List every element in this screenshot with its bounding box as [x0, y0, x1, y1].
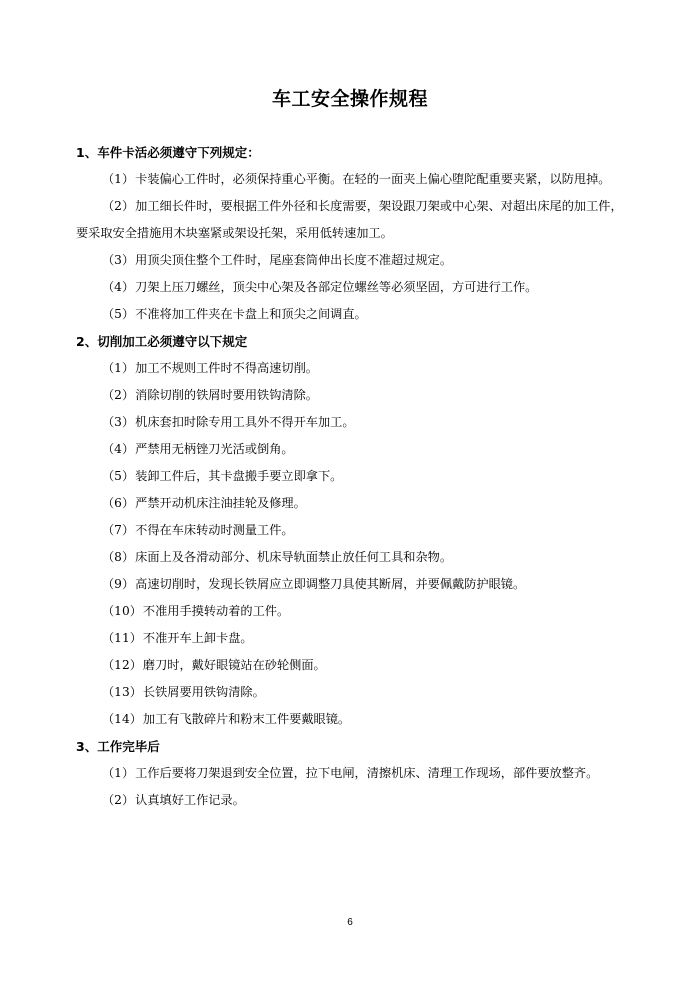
item-marker: （12）: [102, 658, 142, 672]
item-marker: （7）: [102, 523, 135, 537]
list-item: [76, 355, 632, 382]
section-3: [76, 733, 632, 814]
document-body: [76, 139, 632, 814]
section-heading: 2、切削加工必须遵守以下规定: [76, 334, 248, 349]
item-text: 卡装偏心工件时，必须保持重心平衡。在轻的一面夹上偏心堕陀配重要夹紧，以防甩掉。: [135, 172, 611, 186]
item-marker: （2）: [102, 388, 135, 402]
item-marker: （4）: [102, 280, 135, 294]
section-1: [76, 139, 632, 328]
item-marker: （4）: [102, 442, 135, 456]
item-marker: （1）: [102, 172, 135, 186]
item-marker: （5）: [102, 307, 135, 321]
item-marker: （13）: [102, 685, 142, 699]
list-item: [76, 166, 632, 193]
list-item: [76, 382, 632, 409]
list-item: [76, 274, 632, 301]
item-marker: （5）: [102, 469, 135, 483]
list-item: [76, 706, 632, 733]
list-item: [76, 652, 632, 679]
list-item: [76, 409, 632, 436]
item-text: 不准用手摸转动着的工件。: [142, 604, 290, 618]
page-number: 6: [347, 917, 353, 928]
item-text: 机床套扣时除专用工具外不得开车加工。: [135, 415, 355, 429]
item-marker: （8）: [102, 550, 135, 564]
item-text: 不准将加工件夹在卡盘上和顶尖之间调直。: [135, 307, 367, 321]
item-marker: （2）: [102, 199, 135, 213]
item-text: 消除切削的铁屑时要用铁钩清除。: [135, 388, 318, 402]
section-heading: 3、工作完毕后: [76, 739, 160, 754]
list-item: [76, 625, 632, 652]
list-item: [76, 679, 632, 706]
list-item: [76, 760, 632, 787]
list-item: [76, 517, 632, 544]
list-item: [76, 463, 632, 490]
item-marker: （2）: [102, 793, 135, 807]
list-item: [76, 598, 632, 625]
list-item: [76, 490, 632, 517]
list-item: [76, 436, 632, 463]
list-item: [76, 193, 632, 220]
item-text: 磨刀时，戴好眼镜站在砂轮侧面。: [142, 658, 326, 672]
item-marker: （1）: [102, 361, 135, 375]
section-2: [76, 328, 632, 733]
list-item: [76, 787, 632, 814]
item-text: 加工有飞散碎片和粉末工件要戴眼镜。: [142, 712, 351, 726]
page-title: 车工安全操作规程: [271, 88, 428, 110]
list-item: [76, 301, 632, 328]
item-marker: （6）: [102, 496, 135, 510]
item-text: 床面上及各滑动部分、机床导轨面禁止放任何工具和杂物。: [135, 550, 453, 564]
item-marker: （9）: [102, 577, 135, 591]
list-item: [76, 247, 632, 274]
item-text: 高速切削时，发现长铁屑应立即调整刀具使其断屑，并要佩戴防护眼镜。: [135, 577, 526, 591]
item-marker: （11）: [102, 631, 142, 645]
list-item: [76, 544, 632, 571]
item-marker: （1）: [102, 766, 135, 780]
item-text: 加工细长件时，要根据工件外径和长度需要，架设跟刀架或中心架、对超出床尾的加工件，: [135, 199, 623, 213]
item-text: 刀架上压刀螺丝，顶尖中心架及各部定位螺丝等必须坚固，方可进行工作。: [135, 280, 538, 294]
item-text: 长铁屑要用铁钩清除。: [142, 685, 265, 699]
item-text: 严禁用无柄锉刀光活或倒角。: [135, 442, 294, 456]
item-text: 严禁开动机床注油挂轮及修理。: [135, 496, 306, 510]
item-marker: （14）: [102, 712, 142, 726]
item-marker: （3）: [102, 415, 135, 429]
item-text: 工作后要将刀架退到安全位置，拉下电闸，清擦机床、清理工作现场，部件要放整齐。: [135, 766, 599, 780]
item-marker: （10）: [102, 604, 142, 618]
item-text: 认真填好工作记录。: [135, 793, 245, 807]
item-text: 不得在车床转动时测量工件。: [135, 523, 294, 537]
list-item: [76, 571, 632, 598]
item-marker: （3）: [102, 253, 135, 267]
item-text: 加工不规则工件时不得高速切削。: [135, 361, 318, 375]
list-item-continuation: 要采取安全措施用木块塞紧或架设托架，采用低转速加工。: [76, 226, 393, 240]
item-text: 不准开车上卸卡盘。: [142, 631, 253, 645]
item-text: 装卸工件后，其卡盘搬手要立即拿下。: [135, 469, 343, 483]
section-heading: 1、车件卡活必须遵守下列规定：: [76, 145, 260, 160]
item-text: 用顶尖顶住整个工件时，尾座套筒伸出长度不准超过规定。: [135, 253, 453, 267]
